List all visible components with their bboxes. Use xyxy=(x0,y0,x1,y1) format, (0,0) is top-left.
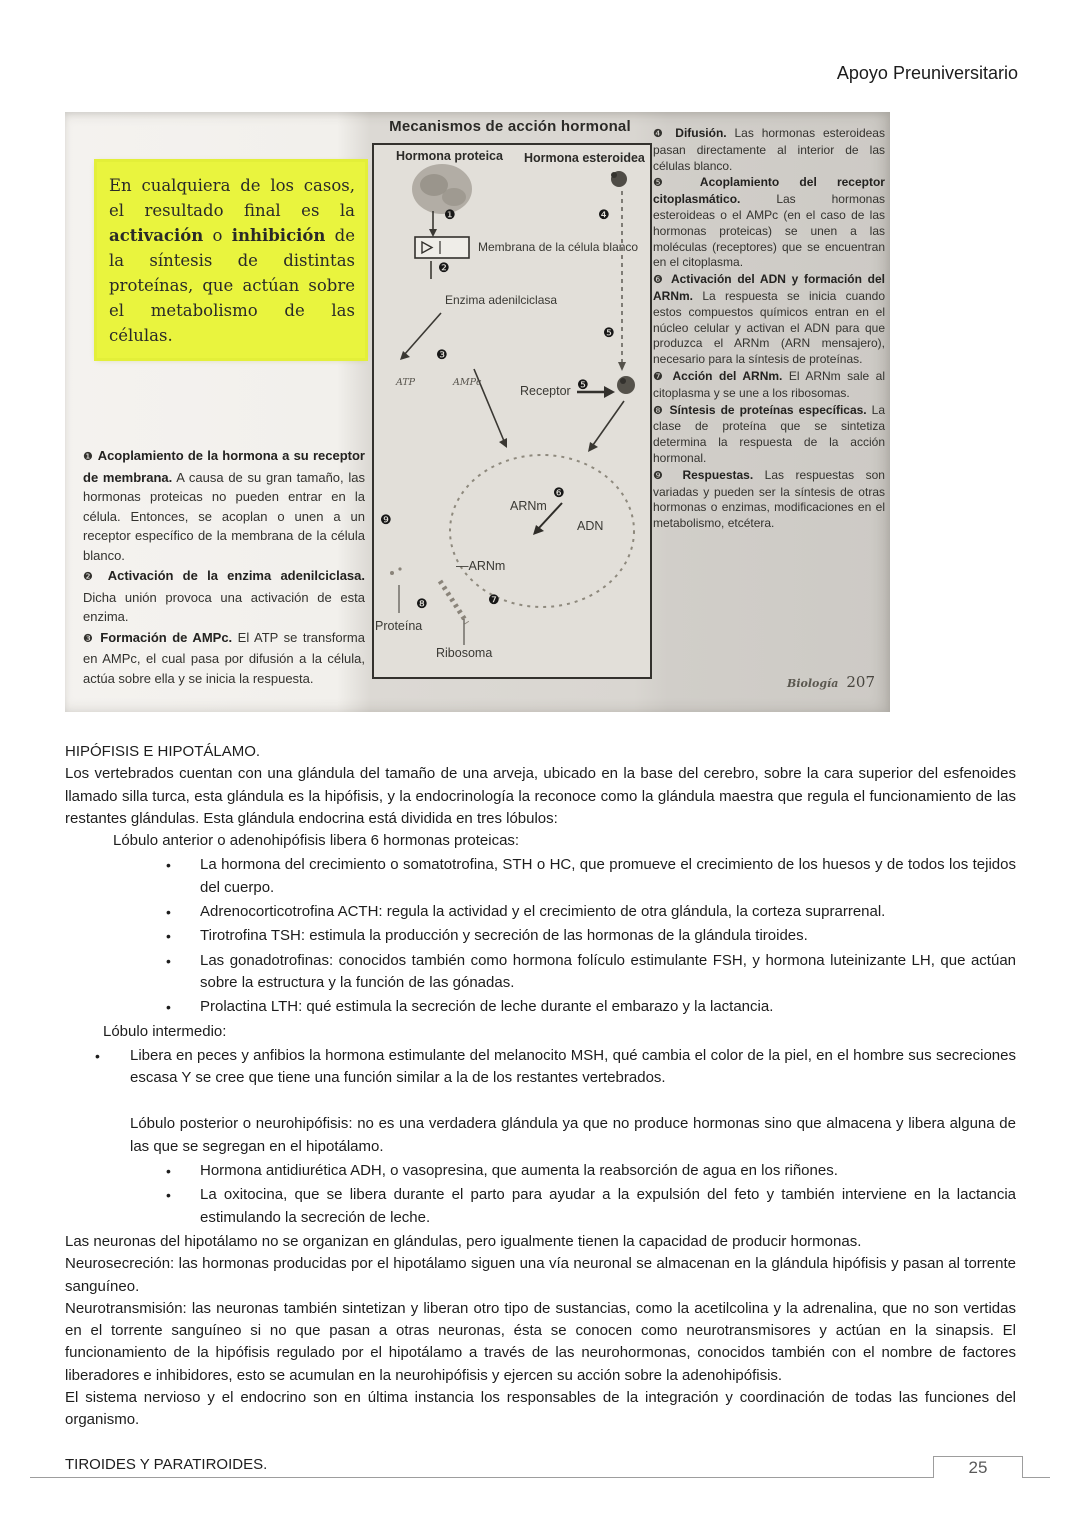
step-8-badge: ❽ xyxy=(416,596,428,611)
bullet-text: Adrenocorticotrofina ACTH: regula la actividad y el crecimiento de otra glándula, la corteza suprarrenal. xyxy=(200,903,886,921)
bullet-icon: • xyxy=(95,1047,100,1064)
scanned-figure xyxy=(65,112,890,712)
figure-notes-right xyxy=(653,126,885,533)
note-step-2 xyxy=(83,566,365,627)
diagram-title: Mecanismos de acción hormonal xyxy=(389,118,631,135)
bullet-text: La hormona del crecimiento o somatotrofina, STH o HC, que promueve el crecimiento de los huesos y de todos los tejidos del cuerpo. xyxy=(200,856,1016,896)
hormone-action-diagram xyxy=(372,143,652,679)
step-5b-badge: ❺ xyxy=(577,377,589,392)
paragraph-intro: Los vertebrados cuentan con una glándula del tamaño de una arveja, ubicado en la base del cerebro, sobre la cara superior del esfenoides llamado silla turca, esta glándula es la hipófisis, y la endocrinología la reconoce como la glándula maestra que regula el funcionamiento de las restantes glándulas. Esta glándula endocrina está dividida en tres lóbulos: xyxy=(65,765,1016,827)
note-lead: Respuestas. xyxy=(682,467,754,482)
list-item xyxy=(65,1160,1016,1182)
note-lead: Acoplamiento de la hormona a su receptor de membrana. xyxy=(83,448,365,485)
bullet-icon: • xyxy=(166,928,171,945)
page-header-title: Apoyo Preuniversitario xyxy=(836,63,1018,83)
list-item xyxy=(65,1045,1016,1090)
bullet-icon: • xyxy=(166,857,171,874)
list-item xyxy=(65,996,1016,1018)
credit-page-number: 207 xyxy=(846,673,875,691)
bullet-text: La oxitocina, que se libera durante el parto para ayudar a la expulsión del feto y también interviene en la lactancia estimulando la secreción de leche. xyxy=(200,1186,1016,1226)
label-membrana: Membrana de la célula blanco xyxy=(478,240,639,254)
label-enzima: Enzima adenilciclasa xyxy=(445,293,558,307)
step-4-badge: ❹ xyxy=(653,128,668,140)
note-step-7 xyxy=(653,369,885,402)
highlight-text-mid: o xyxy=(203,226,232,245)
label-hormona-proteica: Hormona proteica xyxy=(396,149,503,163)
note-lead: Activación del ADN y formación del ARNm. xyxy=(653,272,885,303)
note-text: Las hormonas esteroideas pasan directamente al interior de las células blanco. xyxy=(653,126,885,173)
note-lead: Difusión. xyxy=(675,126,727,140)
note-step-5 xyxy=(653,175,885,271)
step-8-badge: ❽ xyxy=(653,404,665,417)
label-proteina: Proteína xyxy=(375,619,423,633)
highlight-text-end: de la síntesis de distintas proteínas, que actúan sobre el metabolismo de las células. xyxy=(109,226,355,345)
paragraph-sistema-nervioso: El sistema nervioso y el endocrino son en última instancia los responsables de la integración y coordinación de todas las funciones del organismo. xyxy=(65,1389,1016,1429)
list-item xyxy=(65,1184,1016,1229)
note-text: A causa de su gran tamaño, las hormonas proteicas no pueden entrar en la célula. Entonces, se acoplan o unen a un receptor específico de la membrana de la célula blanco. xyxy=(83,469,365,563)
footer-rule-left xyxy=(30,1477,933,1478)
bullet-text: Prolactina LTH: qué estimula la secreción de leche durante el embarazo y la lactancia. xyxy=(200,998,774,1016)
step-5-badge: ❺ xyxy=(653,177,680,190)
spacer xyxy=(65,1432,1016,1454)
step-3-badge: ❸ xyxy=(83,632,95,645)
note-lead: Activación de la enzima adenilciclasa. xyxy=(107,568,365,583)
label-receptor: Receptor xyxy=(520,384,571,398)
highlighted-note xyxy=(97,162,365,358)
note-lead: Formación de AMPc. xyxy=(100,629,233,645)
step-2-badge: ❷ xyxy=(438,260,450,275)
book-credit xyxy=(725,672,875,691)
list-item xyxy=(65,950,1016,995)
note-step-6 xyxy=(653,272,885,368)
step-6-badge: ❻ xyxy=(553,485,565,500)
bullet-icon: • xyxy=(166,952,171,969)
list-item xyxy=(65,925,1016,947)
subheading-lobulo-anterior: Lóbulo anterior o adenohipófisis libera 6 hormonas proteicas: xyxy=(113,832,520,850)
spacer xyxy=(65,1091,1016,1113)
footer-rule-right xyxy=(1021,1477,1050,1478)
note-text: La clase de proteína que se sintetiza determina la respuesta de la acción hormonal. xyxy=(653,402,885,465)
step-9-badge: ❾ xyxy=(653,469,671,482)
note-step-3 xyxy=(83,628,365,689)
section-heading-tiroides: TIROIDES Y PARATIROIDES. xyxy=(65,1455,268,1473)
list-item xyxy=(65,854,1016,899)
paragraph-neurotransmision: Neurotransmisión: las neuronas también sintetizan y liberan otro tipo de sustancias, como la acetilcolina y la adrenalina, que no son vertidas en el torrente sanguíneo si no que pasan a otras neuronas, ésta se conocen como neurotransmisores y actúan en la sinapsis. El funcionamiento de la hipófisis regulado por el hipotálamo a través de las neurohormonas, conocidos también con el nombre de factores liberadores e inhibidores, esto se acumulan en la neurohipófisis y ejercen su acción sobre la adenohipófisis. xyxy=(65,1299,1016,1384)
note-text: Dicha unión provoca una activación de esta enzima. xyxy=(83,589,365,624)
list-item xyxy=(65,901,1016,923)
step-2-badge: ❷ xyxy=(83,571,99,583)
step-1-badge: ❶ xyxy=(83,451,94,463)
bullet-text: Libera en peces y anfibios la hormona estimulante del melanocito MSH, qué cambia el color de la piel, en el hombre sus secreciones escasa Y se cree que tiene una función similar a la de los restantes vertebrados. xyxy=(130,1046,1016,1087)
label-ampc: AMPc xyxy=(453,377,482,388)
bullet-text: Hormona antidiurética ADH, o vasopresina, que aumenta la reabsorción de agua en los riñones. xyxy=(200,1162,838,1180)
paragraph-lobulo-posterior: Lóbulo posterior o neurohipófisis: no es una verdadera glándula ya que no produce hormonas sino que almacena y libera alguna de las que se segregan en el hipotálamo. xyxy=(130,1115,1016,1155)
page-number-box xyxy=(933,1456,1023,1478)
note-step-4 xyxy=(653,126,885,174)
step-7-badge: ❼ xyxy=(653,370,667,383)
bullet-icon: • xyxy=(166,904,171,921)
note-text: El ATP se transforma en AMPc, el cual pasa por difusión a la célula, actúa sobre ella y se inicia la respuesta. xyxy=(83,629,365,686)
note-lead: Acción del ARNm. xyxy=(672,368,783,383)
bullet-icon: • xyxy=(166,1187,171,1204)
label-adn: ADN xyxy=(577,519,604,533)
page-number: 25 xyxy=(968,1458,988,1477)
bullet-icon: • xyxy=(166,999,171,1016)
note-lead: Acoplamiento del receptor citoplasmático. xyxy=(653,175,885,207)
paragraph-neuronas: Las neuronas del hipotálamo no se organizan en glándulas, pero igualmente tienen la capacidad de producir hormonas. xyxy=(65,1232,862,1250)
subheading-lobulo-intermedio: Lóbulo intermedio: xyxy=(103,1022,227,1040)
main-text xyxy=(65,741,1016,1476)
step-7-badge: ❼ xyxy=(488,592,500,607)
note-step-9 xyxy=(653,468,885,532)
highlight-bold-2: inhibición xyxy=(231,226,326,245)
step-6-badge: ❻ xyxy=(653,274,666,287)
label-arnm-2: —ARNm xyxy=(456,559,506,573)
credit-book-name: Biología xyxy=(787,677,839,690)
note-step-8 xyxy=(653,403,885,467)
note-step-1 xyxy=(83,446,365,565)
note-text: La respuesta se inicia cuando estos compuestos químicos entran en el núcleo celular y activan el ADN para que produzca el ARNm (ARN mensajero), necesario para la síntesis de proteínas. xyxy=(653,288,885,367)
figure-notes-left xyxy=(83,446,365,689)
highlight-bold-1: activación xyxy=(109,226,204,245)
step-4-badge: ❹ xyxy=(598,207,610,222)
bullet-text: Tirotrofina TSH: estimula la producción y secreción de las hormonas de la glándula tiroides. xyxy=(200,927,808,945)
label-ribosoma: Ribosoma xyxy=(436,646,493,660)
bullet-text: Las gonadotrofinas: conocidos también como hormona folículo estimulante FSH, y hormona luteinizante LH, que actúan sobre la estructura y la función de las gónadas. xyxy=(200,951,1016,991)
label-atp: ATP xyxy=(396,377,416,388)
label-hormona-esteroidea: Hormona esteroidea xyxy=(524,151,645,165)
highlight-text: En cualquiera de los casos, el resultado final es la xyxy=(109,176,355,220)
step-9-badge: ❾ xyxy=(380,512,392,527)
bullet-icon: • xyxy=(166,1163,171,1180)
step-5-badge: ❺ xyxy=(603,325,615,340)
label-arnm: ARNm xyxy=(510,499,547,513)
step-1-badge: ❶ xyxy=(444,207,456,222)
note-text: Las hormonas esteroideas o el AMPc (en el caso de las hormonas proteicas) se unen a las moléculas (receptores) que se encuentran en el citoplasma. xyxy=(653,192,885,270)
step-3-badge: ❸ xyxy=(436,347,448,362)
note-text: Las respuestas son variadas y pueden ser la síntesis de otras hormonas o enzimas, modificaciones en el metabolismo, etcétera. xyxy=(653,467,885,531)
paragraph-neurosecrecion: Neurosecreción: las hormonas producidas por el hipotálamo siguen una vía neuronal se almacenan en la glándula hipófisis y pasan al torrente sanguíneo. xyxy=(65,1255,1016,1295)
section-heading-hipofisis: HIPÓFISIS E HIPOTÁLAMO. xyxy=(65,743,261,760)
note-lead: Síntesis de proteínas específicas. xyxy=(669,402,867,417)
note-text: El ARNm sale al citoplasma y se une a los ribosomas. xyxy=(653,368,885,400)
